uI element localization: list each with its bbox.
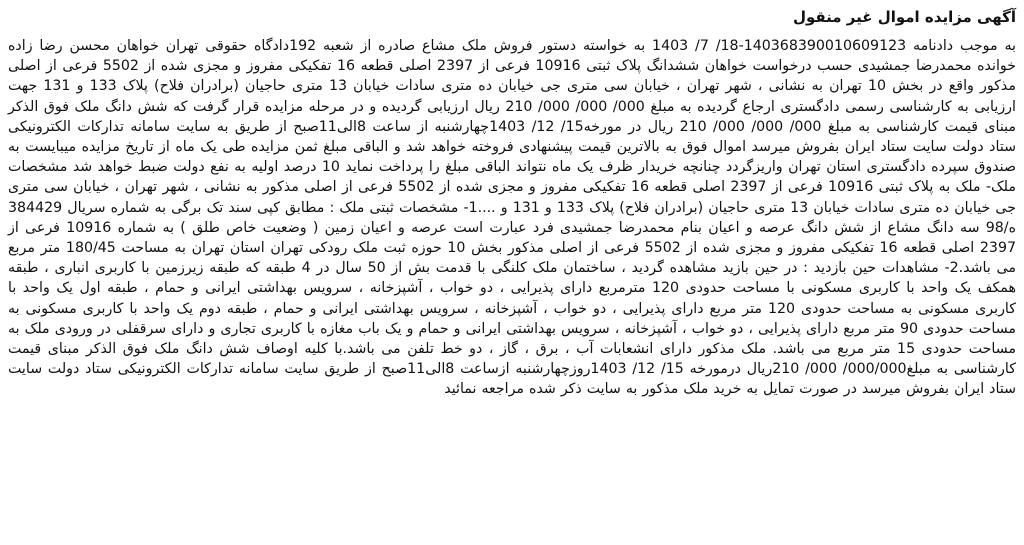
notice-body: به موجب دادنامه 140368390010609123-18/ 7/ 1403 به خواسته دستور فروش ملک مشاع صادره از شعبه 192دادگاه حقوقی تهران خواهان محسن رضا زاده خوانده محمدرضا جمشیدی حسب درخواست خواهان ششدانگ پلاک ثبتی 10916 فرعی از 2397 اصلی قطعه 16 تفکیکی مفروز و مجزی شده از 5502 فرعی از اصلی مذکور واقع در بخش 10 تهران به نشانی ، شهر تهران ، خیابان سی متری جی خیابان ده متری سادات خیابان 13 متری حاجیان (برادران فلاح) پلاک 133 و 131 جهت ارزیابی به کارشناسی رسمی دادگستری ارجاع گردیده به مبلغ 000/ 000/ 000/ 210 ریال ارزیابی گردیده و در مرحله مزایده قرار گرفت که شش دانگ ملک فوق الذکر مبنای قیمت کارشناسی به مبلغ 000/ 000/ 000/ 210 ریال در مورخه15/ 12/ 1403چهارشنبه از ساعت 8الی11صبح از طریق به سایت سامانه تدارکات الکترونیکی ستاد دولت سایت ستاد ایران بفروش میرسد اموال فوق به بالاترین قیمت پیشنهادی فروخته خواهد شد و الباقی مبلغ ثمن مزایده طی یک ماه از تاریخ مزایده میبایست به صندوق سپرده دادگستری استان تهران واریزگردد چنانچه خریدار ظرف یک ماه نتواند الباقی مبلغ را پرداخت نماید 10 درصد اولیه به نفع دولت ضبط خواهد شد مشخصات ملک- ملک به پلاک ثبتی 10916 فرعی از 2397 اصلی قطعه 16 تفکیکی مفروز و مجزی شده از 5502 فرعی از اصلی مذکور به نشانی ، شهر تهران ، خیابان سی متری جی خیابان ده متری سادات خیابان 13 متری حاجیان (برادران فلاح) پلاک 133 و 131 و ....1- مشخصات ثبتی ملک : مطابق کپی سند تک برگی به شماره سریال 384429 ه/98 سه دانگ مشاع از شش دانگ عرصه و اعیان بنام محمدرضا جمشیدی فرد عبارت است عرصه و اعیان زمین ( وضعیت خاص طلق ) به شماره 10916 فرعی از 2397 اصلی قطعه 16 تفکیکی مفروز و مجزی شده از 5502 فرعی از اصلی مذکور بخش 10 حوزه ثبت ملک رودکی تهران استان تهران به مساحت 180/45 متر مربع می باشد.2- مشاهدات حین بازدید : در حین بازید مشاهده گردید ، ساختمان ملک کلنگی با قدمت بش از 50 سال در 4 طبقه که طبقه زیرزمین با کاربری انباری ، طبقه همکف یک واحد با کاربری مسکونی با مساحت حدودی 120 مترمربع دارای پذیرایی ، دو خواب ، آشپزخانه ، سرویس بهداشتی ایرانی و حمام ، طبقه اول یک واحد با کاربری مسکونی به مساحت حدودی 120 متر مربع دارای پذیرایی ، دو خواب ، آشپزخانه ، سرویس بهداشتی ایرانی و حمام ، طبقه دوم یک واحد با کاربری مسکونی به مساحت حدودی 90 متر مربع دارای پذیرایی ، دو خواب ، آشپزخانه ، سرویس بهداشتی ایرانی و حمام و یک باب مغازه با کاربری تجاری و دارای سرقفلی در ورودی ملک به مساحت حدودی 15 متر مربع می باشد. ملک مذکور دارای انشعابات آب ، برق ، گاز ، دو خط تلفن می باشد.با کلیه اوصاف شش دانگ ملک فوق الذکر مبنای قیمت کارشناسی به مبلغ000/000/ 000/ 210ریال درمورخه 15/ 12/ 1403روزچهارشنبه ازساعت 8الی11صبح از طریق سایت سامانه تدارکات الکترونیکی ستاد دولت سایت ستاد ایران بفروش میرسد در صورت تمایل به خرید ملک مذکور به سایت ذکر شده مراجعه نمائید bbox=[8, 38, 1017, 398]
notice-title: آگهی مزایده اموال غیر منقول bbox=[792, 8, 1016, 26]
